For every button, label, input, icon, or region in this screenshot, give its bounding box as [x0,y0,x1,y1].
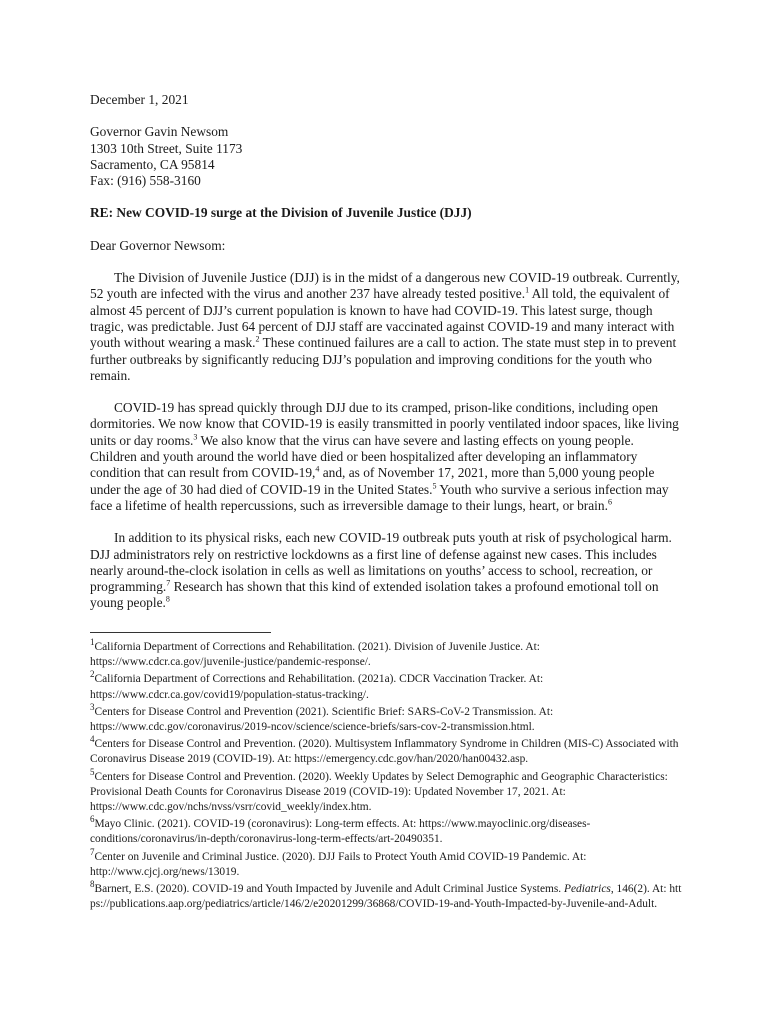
subject-line: RE: New COVID-19 surge at the Division of Juvenile Justice (DJJ) [90,205,472,221]
footnote-ref-2: 2 [255,334,260,344]
footnote-3: $^3$Centers for Disease Control and Prevention (2021). Scientific Brief: SARS-CoV-2 Transmission. At: https://www.cdc.gov/coronavirus/2019-ncov/science/science-briefs/sars-cov-2-transmission.html. [90,702,554,734]
footnote-6: $^6$Mayo Clinic. (2021). COVID-19 (coronavirus): Long-term effects. At: https://www.mayoclinic.org/diseases-conditions/coronavirus/in-depth/coronavirus-long-term-effects/art-20490351. [90,814,591,846]
footnote-7: $^7$Center on Juvenile and Criminal Justice. (2020). DJJ Fails to Protect Youth Amid COVID-19 Pandemic. At: http://www.cjcj.org/news/13019. [90,846,587,878]
footnote-separator [90,632,271,633]
letter-body [90,92,680,612]
footnote-1: $^1$California Department of Corrections and Rehabilitation. (2021). Division of Juvenile Justice. At: https://www.cdcr.ca.gov/juvenile-justice/pandemic-response/. [90,637,540,669]
recipient-fax: Fax: (916) 558-3160 [90,173,201,189]
paragraph-3: In addition to its physical risks, each new COVID-19 outbreak puts youth at risk of psychological harm. DJJ administrators rely on restrictive lockdowns as a first line of defense against new cases. This includes nearly around-the-clock isolation in cells as well as limitations on youths’ access to school, recreation, or programming.$^7$ Research has shown that this kind of extended isolation takes a profound emotional toll on young people.$^8$ [90,530,672,611]
paragraph-1: The Division of Juvenile Justice (DJJ) is in the midst of a dangerous new COVID-19 outbreak. Currently, 52 youth are infected with the virus and another 237 have already tested positive.$^1$ All told, the equivalent of almost 45 percent of DJJ’s current population is known to have had COVID-19. This latest surge, though tragic, was predictable. Just 64 percent of DJJ staff are vaccinated against COVID-19 and many interact with youth without wearing a mask.$^2$ These continued failures are a call to action. The state must step in to prevent further outbreaks by significantly reducing DJJ’s population and improving conditions for the youth who remain. [90,270,680,383]
salutation: Dear Governor Newsom: [90,237,226,253]
footnote-5: $^5$Centers for Disease Control and Prevention. (2020). Weekly Updates by Select Demographic and Geographic Characteristics: Provisional Death Counts for Coronavirus Disease 2019 (COVID-19): Updated November 17, 2021. At: https://www.cdc.gov/nchs/nvss/vsrr/covid_weekly/index.htm. [90,766,668,814]
footnotes [90,637,682,914]
letter-date: December 1, 2021 [90,92,189,107]
paragraph-2: COVID-19 has spread quickly through DJJ due to its cramped, prison-like conditions, including open dormitories. We now know that COVID-19 is easily transmitted in poorly ventilated indoor spaces, like living units or day rooms.$^3$ We also know that the virus can have severe and lasting effects on young people. Children and youth around the world have died or been hospitalized after developing an inflammatory condition that can result from COVID-19,$^4$ and, as of November 17, 2021, more than 5,000 young people under the age of 30 had died of COVID-19 in the United States.$^5$ Youth who survive a serious infection may face a lifetime of health repercussions, such as irreversible damage to their lungs, heart, or brain.$^6$ [90,400,679,513]
recipient-address [90,124,680,189]
footnote-ref-6: 6 [607,497,612,507]
footnote-ref-1: 1 [525,285,530,295]
journal-title: Pediatrics [564,883,611,896]
footnote-ref-4: 4 [315,464,320,474]
footnote-2: $^2$California Department of Corrections and Rehabilitation. (2021a). CDCR Vaccination Tracker. At: https://www.cdcr.ca.gov/covid19/population-status-tracking/. [90,669,544,701]
footnote-ref-5: 5 [432,481,437,491]
recipient-name: Governor Gavin Newsom [90,124,229,140]
footnote-ref-7: 7 [166,578,171,588]
footnote-4: $^4$Centers for Disease Control and Prevention. (2020). Multisystem Inflammatory Syndrome in Children (MIS-C) Associated with Coronavirus Disease 2019 (COVID-19). At: https://emergency.cdc.gov/han/2020/han00432.asp. [90,734,679,766]
recipient-city: Sacramento, CA 95814 [90,156,215,172]
footnote-8: $^8$Barnert, E.S. (2020). COVID-19 and Youth Impacted by Juvenile and Adult Criminal Justice Systems. Pediatrics, 146(2). At: https://publications.aap.org/pediatrics/article/146/2/e20201299/36868/COVID-19-and-Youth-Impacted-by-Juvenile-and-Adult. [90,879,682,911]
footnote-ref-3: 3 [193,432,198,442]
recipient-street: 1303 10th Street, Suite 1173 [90,140,243,156]
footnote-ref-8: 8 [165,594,170,604]
